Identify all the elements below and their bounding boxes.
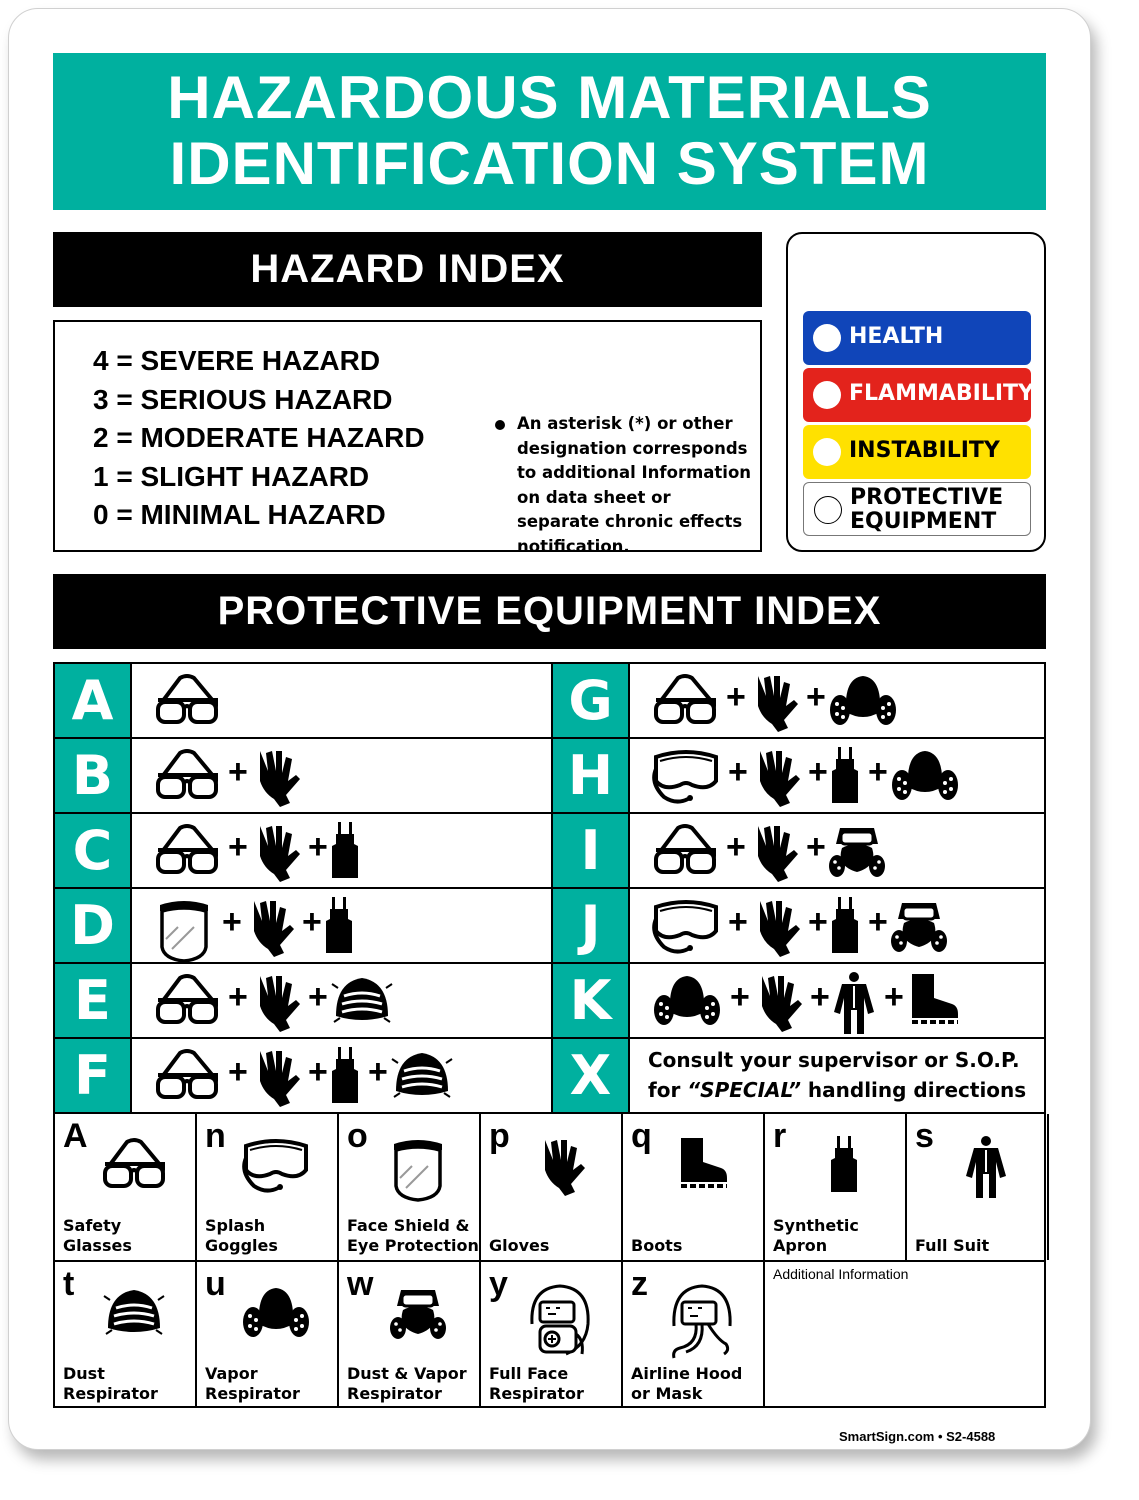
pe-items-h [628,739,1044,812]
plus-sign: + [302,903,322,941]
circle-icon [814,496,842,524]
key-letter: u [205,1265,226,1303]
pe-letter-a: A [55,664,130,737]
pe-letter-j: J [551,889,628,962]
key-name-line-1: Vapor [205,1364,258,1383]
gloves-icon [748,672,798,732]
key-name-line-1: Synthetic [773,1216,859,1235]
key-name-line-1: Dust [63,1364,105,1383]
boots-icon [675,1136,765,1212]
safety-glasses-icon [154,822,220,878]
key-name [205,1364,300,1404]
key-name-line-1: Safety [63,1216,122,1235]
footer-code: SmartSign.com • S2-4588 [839,1429,996,1444]
sign [8,8,1091,1450]
key-name-line-2: Respirator [63,1384,158,1403]
pe-letter-x: X [551,1039,628,1112]
pe-items-e [130,964,551,1037]
pe-items-k [628,964,1044,1037]
pe-items-g [628,664,1044,737]
legend-flammability-label: FLAMMABILITY [849,381,1034,406]
safety-glasses-icon [154,1047,220,1103]
hazard-level-4: 4 = SEVERE HAZARD [93,345,381,376]
key-airline-hood [623,1262,765,1408]
vapor-respirator-icon [828,672,898,730]
key-letter: z [631,1265,648,1303]
pe-letter-e: E [55,964,130,1037]
pe-letter-d: D [55,889,130,962]
key-name [347,1364,467,1404]
hazard-level-2: 2 = MODERATE HAZARD [93,422,425,453]
key-name [773,1216,859,1256]
legend-instability-label: INSTABILITY [849,438,1000,463]
plus-sign: + [806,828,826,866]
pe-row-j [551,889,1044,964]
vapor-respirator-icon [241,1284,331,1360]
equipment-key [53,1114,1046,1408]
additional-information-label: Additional Information [773,1266,909,1282]
safety-glasses-icon [652,822,718,878]
gloves-icon [250,972,300,1032]
key-letter: r [773,1117,787,1155]
plus-sign: + [806,678,826,716]
pe-items-d [130,889,551,962]
dust-respirator-icon [102,1284,192,1360]
plus-sign: + [868,903,888,941]
full-face-respirator-icon [526,1284,616,1360]
safety-glasses-icon [652,672,718,728]
pe-letter-g: G [551,664,628,737]
pe-row-x [551,1039,1044,1114]
dust-vapor-respirator-icon [828,822,886,882]
x-note-pre: for [648,1078,688,1102]
full-suit-icon [964,1136,1054,1212]
pe-items-b [130,739,551,812]
key-letter: s [915,1117,934,1155]
apron-icon [324,897,354,953]
gloves-icon [750,747,800,807]
pe-items-a [130,664,551,737]
plus-sign: + [228,978,248,1016]
legend-protective-line1: PROTECTIVE [850,485,1004,510]
key-name-line-2: Eye Protection [347,1236,479,1255]
key-letter: q [631,1117,652,1155]
plus-sign: + [808,753,828,791]
pe-row-a [55,664,551,739]
key-full-suit [907,1114,1049,1260]
key-name [915,1236,989,1256]
pe-row-b [55,739,551,814]
hazard-index-title: HAZARD INDEX [53,232,762,307]
plus-sign: + [868,753,888,791]
plus-sign: + [810,978,830,1016]
pe-row-i [551,814,1044,889]
plus-sign: + [808,903,828,941]
plus-sign: + [308,828,328,866]
pe-letter-f: F [55,1039,130,1112]
splash-goggles-icon [652,897,720,959]
key-name [631,1364,742,1404]
key-name-line-1: Dust & Vapor [347,1364,467,1383]
key-name [631,1236,682,1256]
key-name-line-2: Full Suit [915,1236,990,1255]
plus-sign: + [228,828,248,866]
pe-letter-h: H [551,739,628,812]
key-letter: w [347,1265,374,1303]
pe-row-g [551,664,1044,739]
key-letter: p [489,1117,510,1155]
apron-icon [330,822,360,878]
legend-protective-line2: EQUIPMENT [850,509,997,534]
key-full-face-respirator [481,1262,623,1408]
legend-instability [803,425,1031,479]
key-name-line-1: Face Shield & [347,1216,470,1235]
legend-flammability [803,368,1034,422]
pe-letter-b: B [55,739,130,812]
safety-glasses-icon [154,672,220,728]
key-name-line-2: Gloves [489,1236,550,1255]
key-gloves [481,1114,623,1260]
title-banner [53,53,1046,210]
key-name [205,1216,278,1256]
dust-vapor-respirator-icon [389,1284,479,1360]
safety-glasses-icon [101,1136,191,1212]
pe-row-h [551,739,1044,814]
bullet-icon [495,420,505,430]
key-letter: y [489,1265,508,1303]
key-name [63,1216,132,1256]
hazard-legend [786,232,1046,552]
gloves-icon [748,822,798,882]
key-name-line-2: or Mask [631,1384,703,1403]
gloves-icon [250,822,300,882]
protective-equipment-grid [53,662,1046,1114]
safety-glasses-icon [154,747,220,803]
vapor-respirator-icon [890,747,960,805]
full-suit-icon [832,972,876,1036]
title-line-1: HAZARDOUS MATERIALS [167,64,932,131]
plus-sign: + [730,978,750,1016]
gloves-icon [535,1136,625,1212]
pe-row-c [55,814,551,889]
pe-row-f [55,1039,551,1114]
key-name [489,1236,549,1256]
plus-sign: + [726,828,746,866]
gloves-icon [752,972,802,1032]
key-letter: o [347,1117,368,1155]
key-safety-glasses [55,1114,197,1260]
pe-letter-k: K [551,964,628,1037]
key-name-line-2: Glasses [63,1236,132,1255]
boots-icon [906,972,960,1024]
pe-items-i [628,814,1044,887]
plus-sign: + [728,753,748,791]
pe-row-e [55,964,551,1039]
face-shield-icon [154,897,214,963]
key-name-line-1: Splash [205,1216,266,1235]
dust-respirator-icon [390,1047,454,1103]
apron-icon [830,897,860,953]
plus-sign: + [228,753,248,791]
circle-icon [813,438,841,466]
key-name-line-2: Respirator [205,1384,300,1403]
hazard-levels [93,342,425,535]
key-name-line-1: Airline Hood [631,1364,743,1383]
pe-row-d [55,889,551,964]
legend-health-label: HEALTH [849,324,944,349]
x-note-post: handling directions [800,1078,1027,1102]
key-name-line-2: Boots [631,1236,683,1255]
face-shield-icon [388,1136,478,1212]
key-vapor-respirator [197,1262,339,1408]
gloves-icon [750,897,800,957]
key-apron [765,1114,907,1260]
pe-letter-c: C [55,814,130,887]
circle-icon [813,324,841,352]
gloves-icon [250,747,300,807]
legend-protective-label [850,486,1003,534]
pe-items-c [130,814,551,887]
safety-glasses-icon [154,972,220,1028]
circle-icon [813,381,841,409]
apron-icon [330,1047,360,1103]
key-name [489,1364,584,1404]
apron-icon [829,1136,919,1212]
vapor-respirator-icon [652,972,722,1030]
hazard-level-0: 0 = MINIMAL HAZARD [93,499,386,530]
key-name-line-2: Respirator [489,1384,584,1403]
key-splash-goggles [197,1114,339,1260]
plus-sign: + [884,978,904,1016]
key-name-line-2: Apron [773,1236,828,1255]
key-dust-respirator [55,1262,197,1408]
title-line-2: IDENTIFICATION SYSTEM [169,130,930,197]
key-dust-vapor-respirator [339,1262,481,1408]
plus-sign: + [228,1053,248,1091]
plus-sign: + [222,903,242,941]
pe-items-x [628,1039,1044,1112]
splash-goggles-icon [242,1136,332,1212]
key-boots [623,1114,765,1260]
plus-sign: + [726,678,746,716]
pe-items-f [130,1039,551,1112]
pe-letter-i: I [551,814,628,887]
apron-icon [830,747,860,803]
plus-sign: + [308,1053,328,1091]
key-name-line-2: Respirator [347,1384,442,1403]
gloves-icon [250,1047,300,1107]
pe-items-j [628,889,1044,962]
key-letter: n [205,1117,226,1155]
asterisk-note-text: An asterisk (*) or other designation corresponds to additional Information on data sheet or separate chronic effects notification. [517,414,752,556]
key-name [63,1364,158,1404]
gloves-icon [244,897,294,957]
plus-sign: + [368,1053,388,1091]
legend-health [803,311,1031,365]
key-face-shield [339,1114,481,1260]
key-name-line-2: Goggles [205,1236,278,1255]
legend-protective-equipment [803,482,1031,536]
airline-hood-icon [668,1284,758,1360]
dust-respirator-icon [330,972,394,1028]
hazard-level-1: 1 = SLIGHT HAZARD [93,460,370,492]
key-name-line-1: Full Face [489,1364,569,1383]
pe-row-k [551,964,1044,1039]
key-letter: t [63,1265,75,1303]
protective-equipment-index-title: PROTECTIVE EQUIPMENT INDEX [53,574,1046,649]
dust-vapor-respirator-icon [890,897,948,957]
hazard-level-3: 3 = SERIOUS HAZARD [93,383,393,415]
x-consult-note [648,1045,1026,1105]
plus-sign: + [728,903,748,941]
splash-goggles-icon [652,747,720,809]
x-note-line-1: Consult your supervisor or S.O.P. [648,1048,1020,1072]
additional-information-box [767,1262,1044,1406]
x-note-special: “SPECIAL” [687,1078,801,1102]
plus-sign: + [308,978,328,1016]
hazard-index-box [53,320,762,556]
key-name [347,1216,479,1256]
key-letter: A [63,1117,88,1155]
